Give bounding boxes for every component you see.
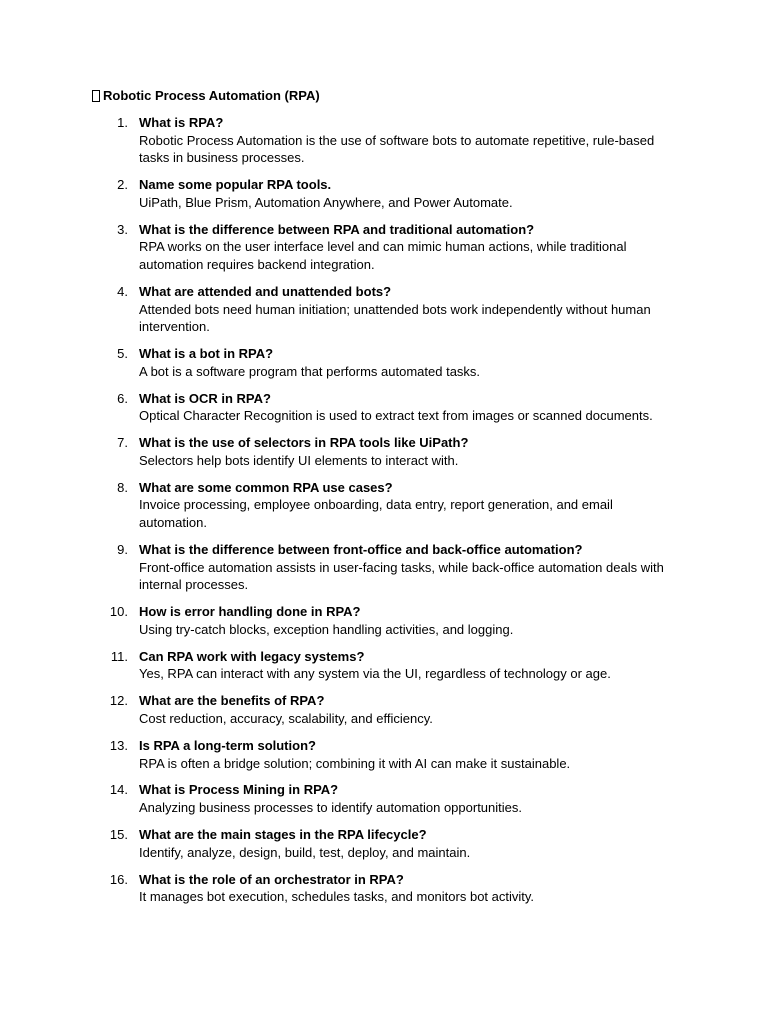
list-item xyxy=(0,221,768,274)
list-item xyxy=(0,283,768,336)
list-item-number: 2. xyxy=(117,177,128,193)
list-item xyxy=(0,479,768,532)
answer-text: UiPath, Blue Prism, Automation Anywhere, and Power Automate. xyxy=(139,194,513,210)
question-text: What is the use of selectors in RPA tools like UiPath? xyxy=(139,435,469,451)
answer-text: Analyzing business processes to identify automation opportunities. xyxy=(139,800,522,816)
list-item xyxy=(0,345,768,380)
answer-text: It manages bot execution, schedules tasks, and monitors bot activity. xyxy=(139,889,535,905)
list-item-body xyxy=(139,871,679,906)
list-item-number: 12. xyxy=(109,693,128,709)
question-text: Name some popular RPA tools. xyxy=(139,177,332,193)
list-item-body xyxy=(139,479,679,532)
answer-text: RPA is often a bridge solution; combining it with AI can make it sustainable. xyxy=(139,755,571,771)
answer-text: RPA works on the user interface level and can mimic human actions, while traditional automation requires backend integration. xyxy=(139,239,627,272)
answer-text: Cost reduction, accuracy, scalability, and efficiency. xyxy=(139,710,433,726)
question-text: Is RPA a long-term solution? xyxy=(139,737,316,753)
answer-text: Attended bots need human initiation; unattended bots work independently without human intervention. xyxy=(139,301,651,335)
answer-text: Selectors help bots identify UI elements to interact with. xyxy=(139,452,459,468)
list-item-number: 5. xyxy=(117,346,128,362)
question-text: What are the benefits of RPA? xyxy=(139,693,325,709)
list-item-number: 10. xyxy=(109,604,128,620)
list-item-body xyxy=(139,345,679,380)
question-text: What are attended and unattended bots? xyxy=(139,283,392,299)
list-item-body xyxy=(139,737,679,772)
list-item-number: 3. xyxy=(117,221,128,237)
list-item-body xyxy=(139,826,679,861)
list-item-number: 11. xyxy=(110,648,128,664)
question-text: Can RPA work with legacy systems? xyxy=(139,648,365,664)
heading-text: Robotic Process Automation (RPA) xyxy=(103,88,320,103)
list-item-number: 4. xyxy=(117,283,128,299)
list-item-number: 16. xyxy=(109,871,128,887)
answer-text: Optical Character Recognition is used to extract text from images or scanned documents. xyxy=(139,408,653,424)
question-text: What is the difference between RPA and traditional automation? xyxy=(139,221,535,237)
list-item xyxy=(0,434,768,469)
list-item-body xyxy=(139,692,679,727)
answer-text: Robotic Process Automation is the use of software bots to automate repetitive, rule-based tasks in business processes. xyxy=(139,132,655,166)
missing-glyph-icon xyxy=(92,90,100,102)
list-item xyxy=(0,541,768,594)
list-item-number: 6. xyxy=(117,390,128,406)
question-text: What is a bot in RPA? xyxy=(139,346,274,362)
question-text: What are some common RPA use cases? xyxy=(139,479,393,495)
list-item-number: 13. xyxy=(109,737,128,753)
list-item-body xyxy=(139,114,679,167)
list-item-number: 8. xyxy=(117,479,128,495)
question-text: What is the role of an orchestrator in RPA? xyxy=(139,871,404,887)
list-item xyxy=(0,114,768,167)
list-item-body xyxy=(139,283,679,336)
list-item-body xyxy=(139,390,679,425)
list-item-body xyxy=(139,541,679,594)
list-item-body xyxy=(139,648,679,683)
list-item-body xyxy=(139,176,679,211)
list-item-body xyxy=(139,434,679,469)
list-item-number: 7. xyxy=(117,435,128,451)
question-text: What are the main stages in the RPA lifecycle? xyxy=(139,827,427,843)
list-item-number: 15. xyxy=(109,827,128,843)
list-item xyxy=(0,826,768,861)
question-list xyxy=(0,114,768,915)
document-heading xyxy=(92,87,320,105)
list-item-number: 1. xyxy=(117,115,128,130)
answer-text: Front-office automation assists in user-facing tasks, while back-office automation deals with internal processes. xyxy=(139,559,664,593)
answer-text: Invoice processing, employee onboarding, data entry, report generation, and email automation. xyxy=(139,497,613,531)
list-item xyxy=(0,871,768,906)
list-item-number: 9. xyxy=(117,542,128,557)
answer-text: A bot is a software program that performs automated tasks. xyxy=(139,363,481,379)
list-item xyxy=(0,781,768,816)
list-item xyxy=(0,176,768,211)
list-item-body xyxy=(139,781,679,816)
answer-text: Using try-catch blocks, exception handling activities, and logging. xyxy=(139,621,514,637)
list-item xyxy=(0,648,768,683)
list-item-body xyxy=(139,221,679,274)
question-text: What is the difference between front-office and back-office automation? xyxy=(139,542,583,557)
answer-text: Yes, RPA can interact with any system via the UI, regardless of technology or age. xyxy=(139,666,611,682)
list-item xyxy=(0,390,768,425)
answer-text: Identify, analyze, design, build, test, deploy, and maintain. xyxy=(139,844,471,860)
list-item xyxy=(0,603,768,638)
question-text: What is Process Mining in RPA? xyxy=(139,782,339,798)
list-item xyxy=(0,737,768,772)
list-item-number: 14. xyxy=(109,782,128,798)
question-text: What is RPA? xyxy=(139,115,224,130)
list-item-body xyxy=(139,603,679,638)
list-item xyxy=(0,692,768,727)
question-text: What is OCR in RPA? xyxy=(139,390,271,406)
question-text: How is error handling done in RPA? xyxy=(139,604,361,620)
